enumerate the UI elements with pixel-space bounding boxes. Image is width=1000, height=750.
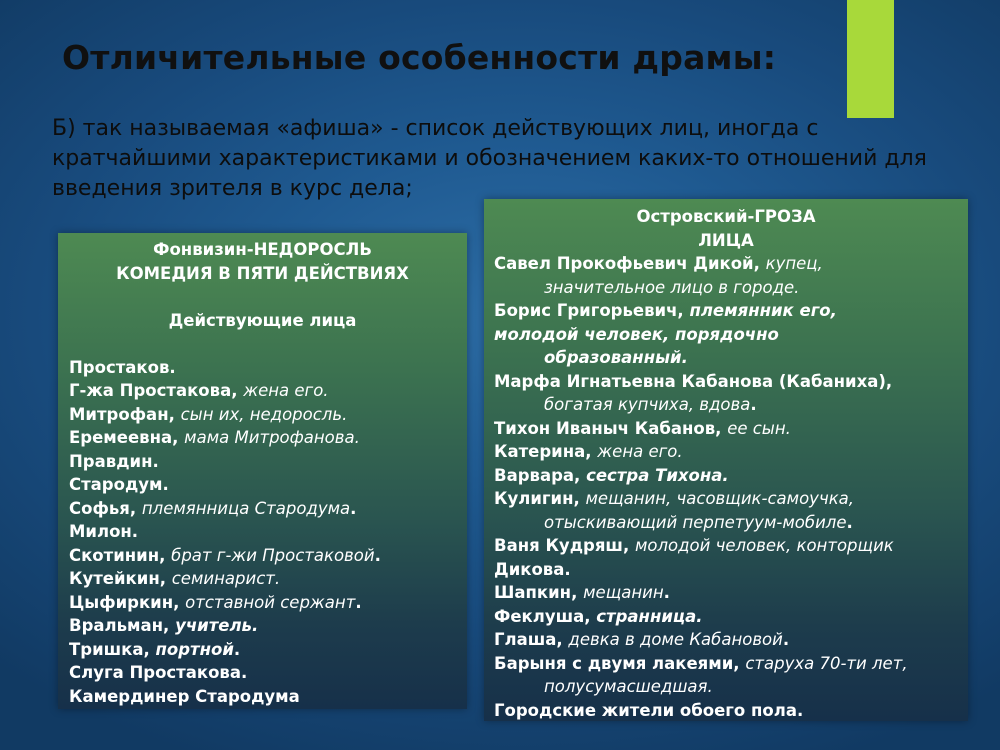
punctuation: .	[374, 545, 381, 565]
character-name: Феклуша,	[494, 606, 597, 626]
character-description: ее сын.	[727, 418, 791, 438]
character-line	[69, 473, 467, 497]
character-description: отыскивающий перпетуум-мобиле	[544, 512, 847, 532]
character-line	[69, 567, 467, 591]
character-name: Простаков.	[69, 357, 176, 377]
groza-heading-line2: ЛИЦА	[698, 230, 754, 250]
character-line	[69, 379, 467, 403]
character-description: учитель.	[175, 616, 259, 635]
character-name: Камердинер Стародума	[69, 686, 300, 706]
character-line	[69, 685, 467, 709]
character-description: девка в доме Кабановой	[568, 630, 783, 649]
character-line	[494, 323, 968, 347]
character-line	[69, 591, 467, 615]
character-name: Барыня с двумя лакеями,	[494, 653, 746, 673]
character-name: Ваня Кудряш,	[494, 536, 635, 555]
character-line	[494, 252, 968, 276]
character-line	[69, 661, 467, 685]
character-name: Дикова.	[494, 559, 571, 579]
character-description: мама Митрофанова.	[184, 428, 360, 447]
character-description: семинарист.	[171, 569, 281, 588]
character-description: племянник его,	[689, 301, 837, 320]
character-name: Еремеевна,	[69, 428, 185, 447]
character-description: портной	[155, 639, 234, 659]
punctuation: .	[350, 498, 357, 518]
character-line	[494, 652, 968, 676]
punctuation: .	[846, 512, 853, 532]
character-description: купец,	[765, 254, 823, 273]
character-name: Скотинин,	[69, 545, 172, 565]
character-name: Городские жители обоего пола.	[494, 700, 804, 720]
character-description: брат г-жи Простаковой	[171, 545, 375, 565]
character-name: Митрофан,	[69, 404, 181, 424]
character-line	[69, 403, 467, 427]
character-name: Г-жа Простакова,	[69, 381, 244, 400]
nedorosl-character-list	[69, 356, 467, 709]
accent-bar	[847, 0, 894, 118]
character-line	[494, 511, 968, 535]
punctuation: .	[355, 592, 362, 612]
spacer	[69, 285, 467, 309]
character-name: Кутейкин,	[69, 569, 172, 588]
character-line	[494, 581, 968, 605]
character-name: Софья,	[69, 498, 142, 518]
character-line	[69, 450, 467, 474]
character-line	[69, 356, 467, 380]
character-description: странница.	[596, 606, 703, 626]
nedorosl-panel	[58, 233, 467, 709]
character-line	[494, 699, 968, 723]
character-description: значительное лицо в городе.	[544, 277, 800, 297]
character-line	[69, 638, 467, 662]
punctuation: .	[233, 639, 241, 659]
nedorosl-heading-line2: КОМЕДИЯ В ПЯТИ ДЕЙСТВИЯХ	[116, 263, 409, 283]
punctuation: .	[750, 395, 757, 414]
character-name: Варвара,	[494, 465, 587, 485]
character-name: Глаша,	[494, 630, 569, 649]
character-line	[494, 417, 968, 441]
character-name: Шапкин,	[494, 583, 584, 602]
character-description: богатая купчиха, вдова	[544, 395, 751, 414]
character-description: мещанин	[583, 583, 664, 602]
character-name: Стародум.	[69, 475, 169, 494]
character-line	[494, 370, 968, 394]
character-line	[494, 276, 968, 300]
character-line	[494, 393, 968, 417]
character-line	[494, 534, 968, 558]
character-name: Вральман,	[69, 616, 176, 635]
character-line	[494, 487, 968, 511]
slide-intro: Б) так называемая «афиша» - список действующих лиц, иногда с кратчайшими характеристиками и обозначением каких-то отношений для введения зрителя в курс дела;	[52, 116, 927, 201]
character-line	[494, 558, 968, 582]
character-description: полусумасшедшая.	[544, 677, 713, 696]
character-description: образованный.	[544, 348, 688, 367]
spacer	[69, 332, 467, 356]
punctuation: .	[663, 583, 670, 602]
character-name: Милон.	[69, 522, 139, 541]
character-name: Тришка,	[69, 639, 156, 659]
character-description: жена его.	[243, 381, 329, 400]
character-description: молодой человек, конторщик	[634, 536, 894, 555]
character-description: молодой человек, порядочно	[494, 324, 779, 344]
character-name: Борис Григорьевич,	[494, 301, 690, 320]
character-name: Правдин.	[69, 451, 159, 471]
character-description: сестра Тихона.	[586, 465, 729, 485]
groza-panel	[484, 199, 968, 721]
character-line	[494, 605, 968, 629]
character-description: мещанин, часовщик-самоучка,	[585, 489, 855, 508]
character-line	[69, 497, 467, 521]
character-line	[69, 614, 467, 638]
nedorosl-subheading: Действующие лица	[168, 310, 357, 330]
nedorosl-heading-line1: Фонвизин-НЕДОРОСЛЬ	[153, 240, 372, 259]
character-line	[494, 440, 968, 464]
character-name: Савел Прокофьевич Дикой,	[494, 254, 766, 273]
character-line	[69, 544, 467, 568]
groza-heading-line1: Островский-ГРОЗА	[636, 207, 816, 226]
character-line	[494, 628, 968, 652]
character-name: Кулигин,	[494, 489, 586, 508]
character-name: Тихон Иваныч Кабанов,	[494, 418, 728, 438]
character-line	[494, 675, 968, 699]
character-line	[69, 520, 467, 544]
character-line	[69, 426, 467, 450]
character-description: отставной сержант	[185, 592, 356, 612]
slide-title: Отличительные особенности драмы:	[62, 38, 777, 77]
punctuation: .	[782, 630, 790, 649]
character-description: старуха 70-ти лет,	[745, 653, 908, 673]
character-name: Катерина,	[494, 442, 598, 461]
character-name: Слуга Простакова.	[69, 663, 248, 682]
groza-character-list	[494, 252, 968, 722]
character-line	[494, 299, 968, 323]
character-description: сын их, недоросль.	[180, 404, 348, 424]
character-description: племянница Стародума	[141, 498, 351, 518]
character-description: жена его.	[597, 442, 683, 461]
character-name: Цыфиркин,	[69, 592, 186, 612]
character-name: Марфа Игнатьевна Кабанова (Кабаниха),	[494, 371, 893, 391]
character-line	[494, 464, 968, 488]
character-line	[494, 346, 968, 370]
